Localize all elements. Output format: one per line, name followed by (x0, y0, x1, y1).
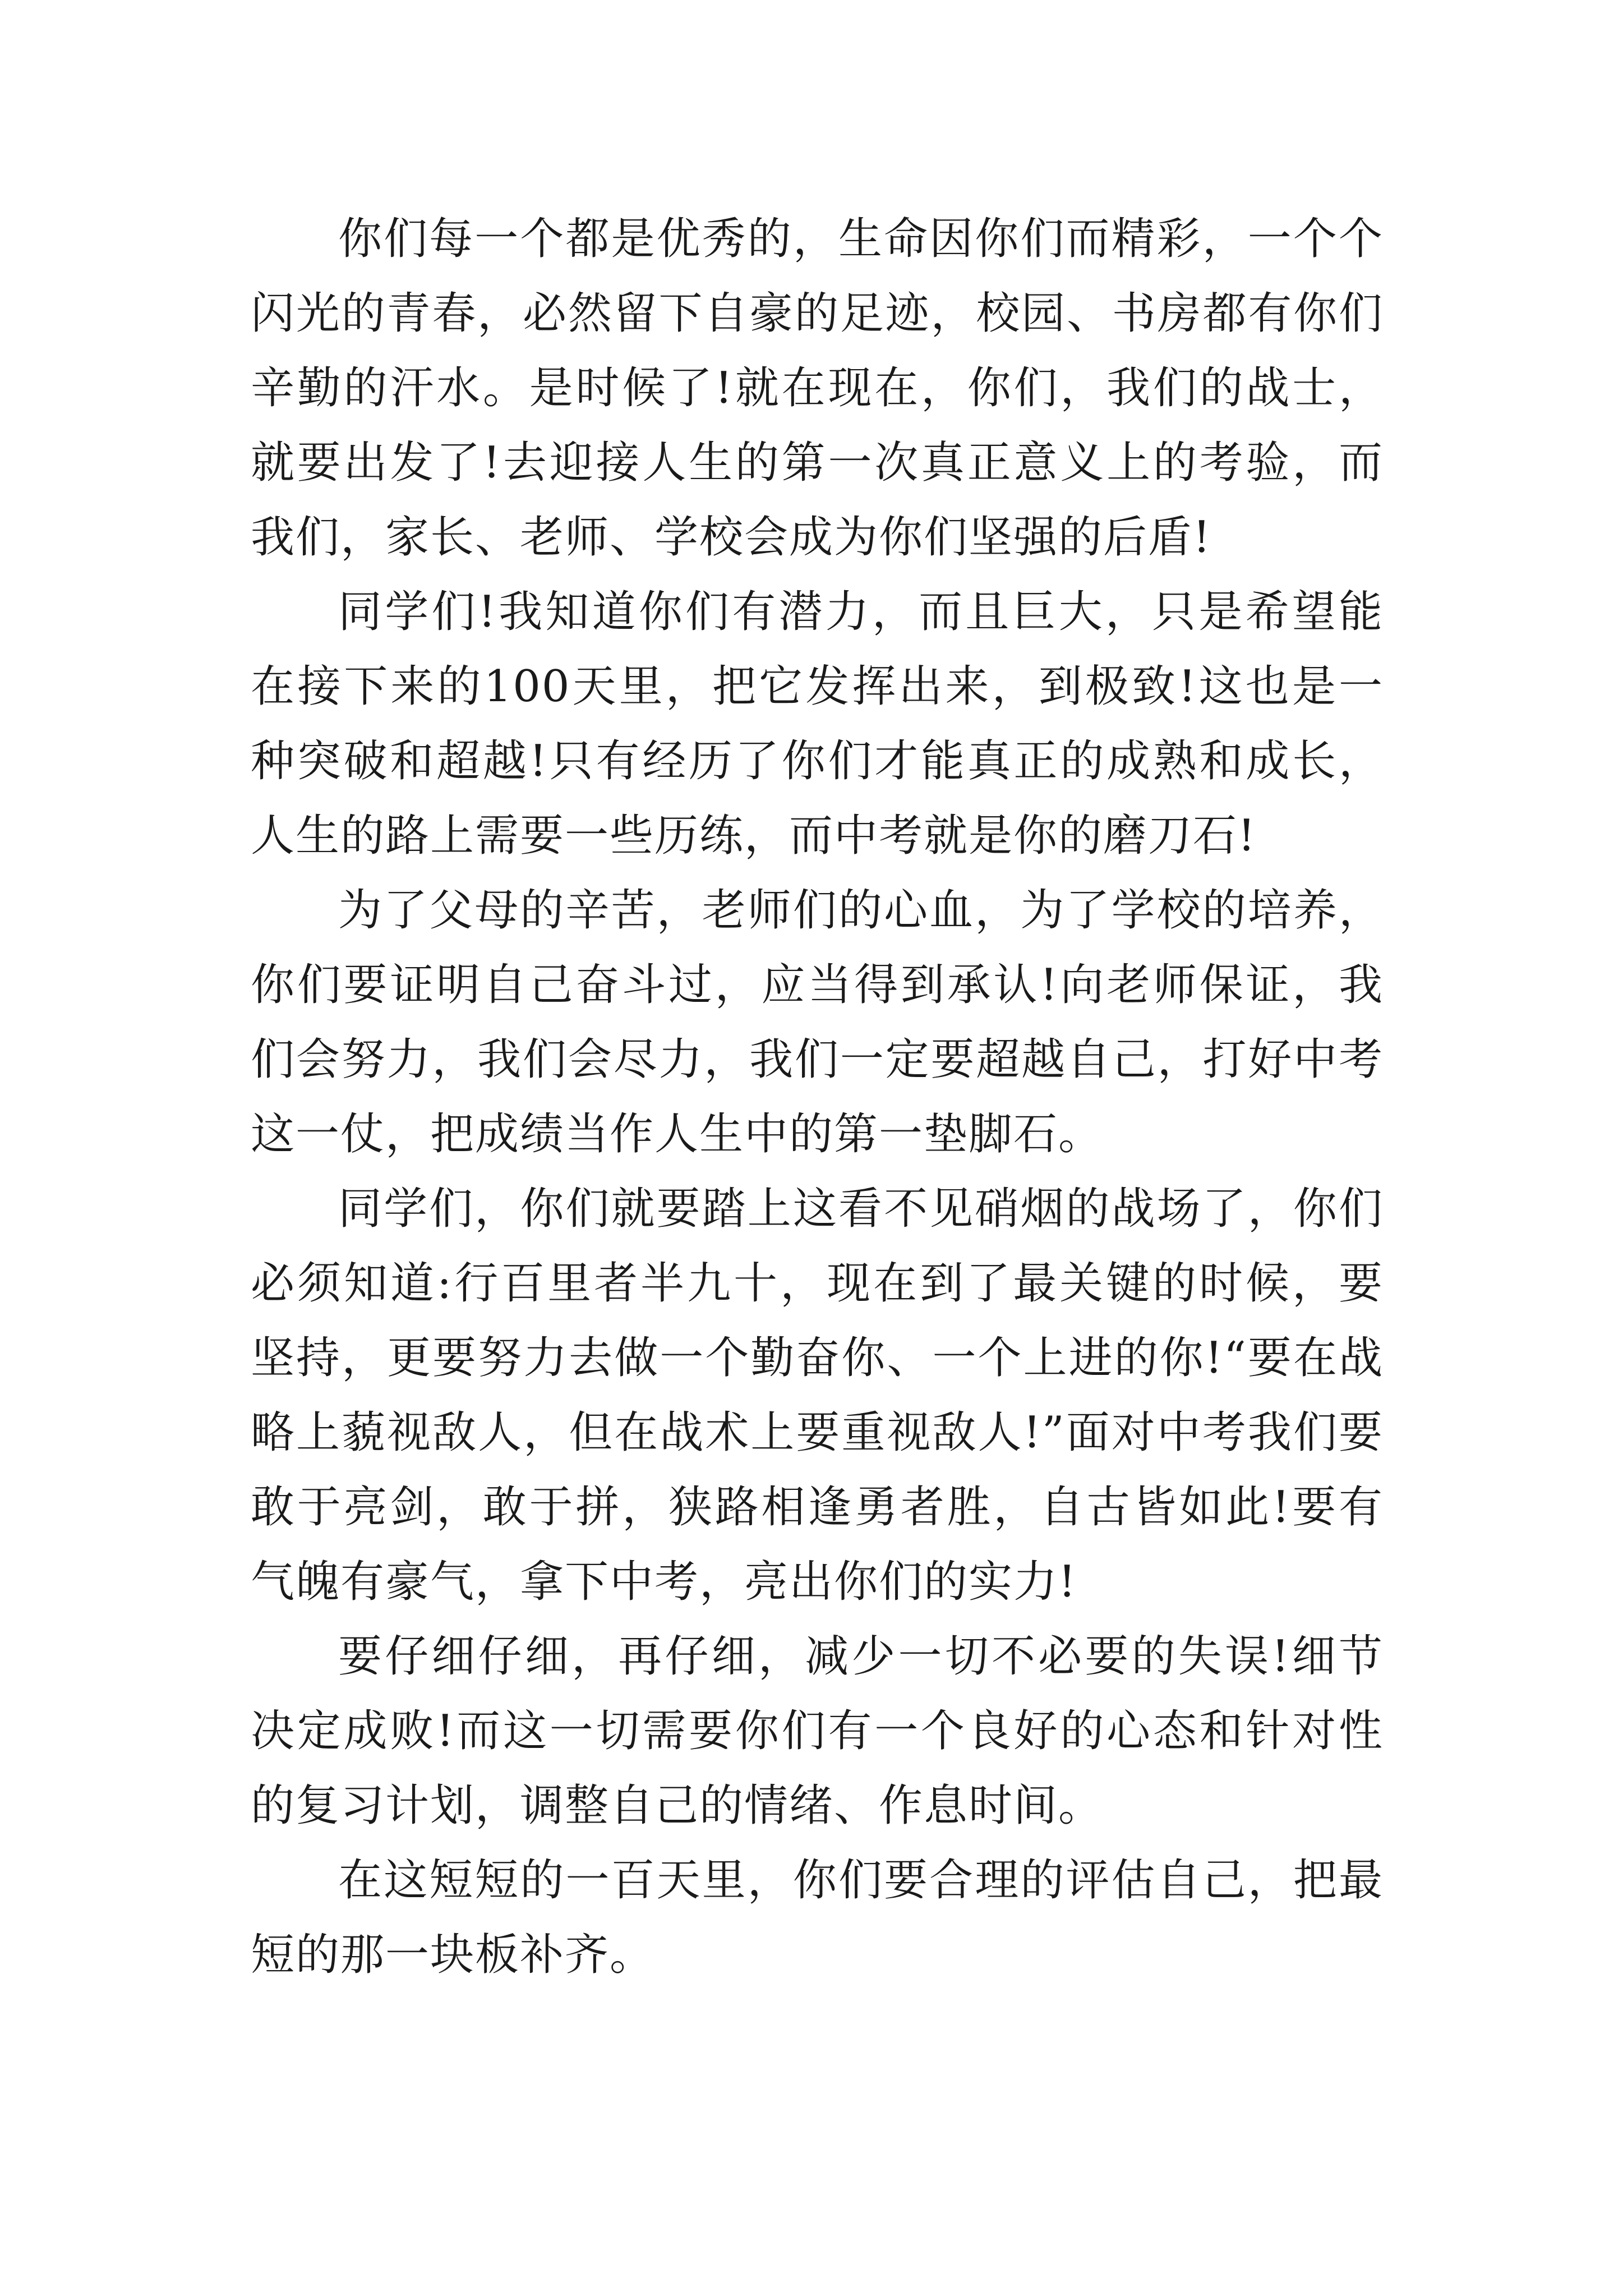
paragraph: 要仔细仔细，再仔细，减少一切不必要的失误!细节决定成败!而这一切需要你们有一个良好的心态和针对性的复习计划，调整自己的情绪、作息时间。 (251, 1631, 1384, 1831)
paragraph: 在这短短的一百天里，你们要合理的评估自己，把最短的那一块板补齐。 (251, 1855, 1384, 1980)
paragraph: 同学们，你们就要踏上这看不见硝烟的战场了，你们必须知道:行百里者半九十，现在到了最关键的时候，要坚持，更要努力去做一个勤奋你、一个上进的你!“要在战略上藐视敌人，但在战术上要重视敌人!”面对中考我们要敢于亮剑，敢于拼，狭路相逢勇者胜，自古皆如此!要有气魄有豪气，拿下中考，亮出你们的实力! (251, 1184, 1384, 1607)
document-body (251, 202, 1384, 1993)
paragraph: 你们每一个都是优秀的，生命因你们而精彩，一个个闪光的青春，必然留下自豪的足迹，校园、书房都有你们辛勤的汗水。是时候了!就在现在，你们，我们的战士，就要出发了!去迎接人生的第一次真正意义上的考验，而我们，家长、老师、学校会成为你们坚强的后盾! (251, 214, 1384, 563)
paragraph: 同学们!我知道你们有潜力，而且巨大，只是希望能在接下来的100天里，把它发挥出来，到极致!这也是一种突破和超越!只有经历了你们才能真正的成熟和成长，人生的路上需要一些历练，而中考就是你的磨刀石! (251, 587, 1384, 861)
paragraph: 为了父母的辛苦，老师们的心血，为了学校的培养，你们要证明自己奋斗过，应当得到承认!向老师保证，我们会努力，我们会尽力，我们一定要超越自己，打好中考这一仗，把成绩当作人生中的第一垫脚石。 (251, 885, 1384, 1159)
